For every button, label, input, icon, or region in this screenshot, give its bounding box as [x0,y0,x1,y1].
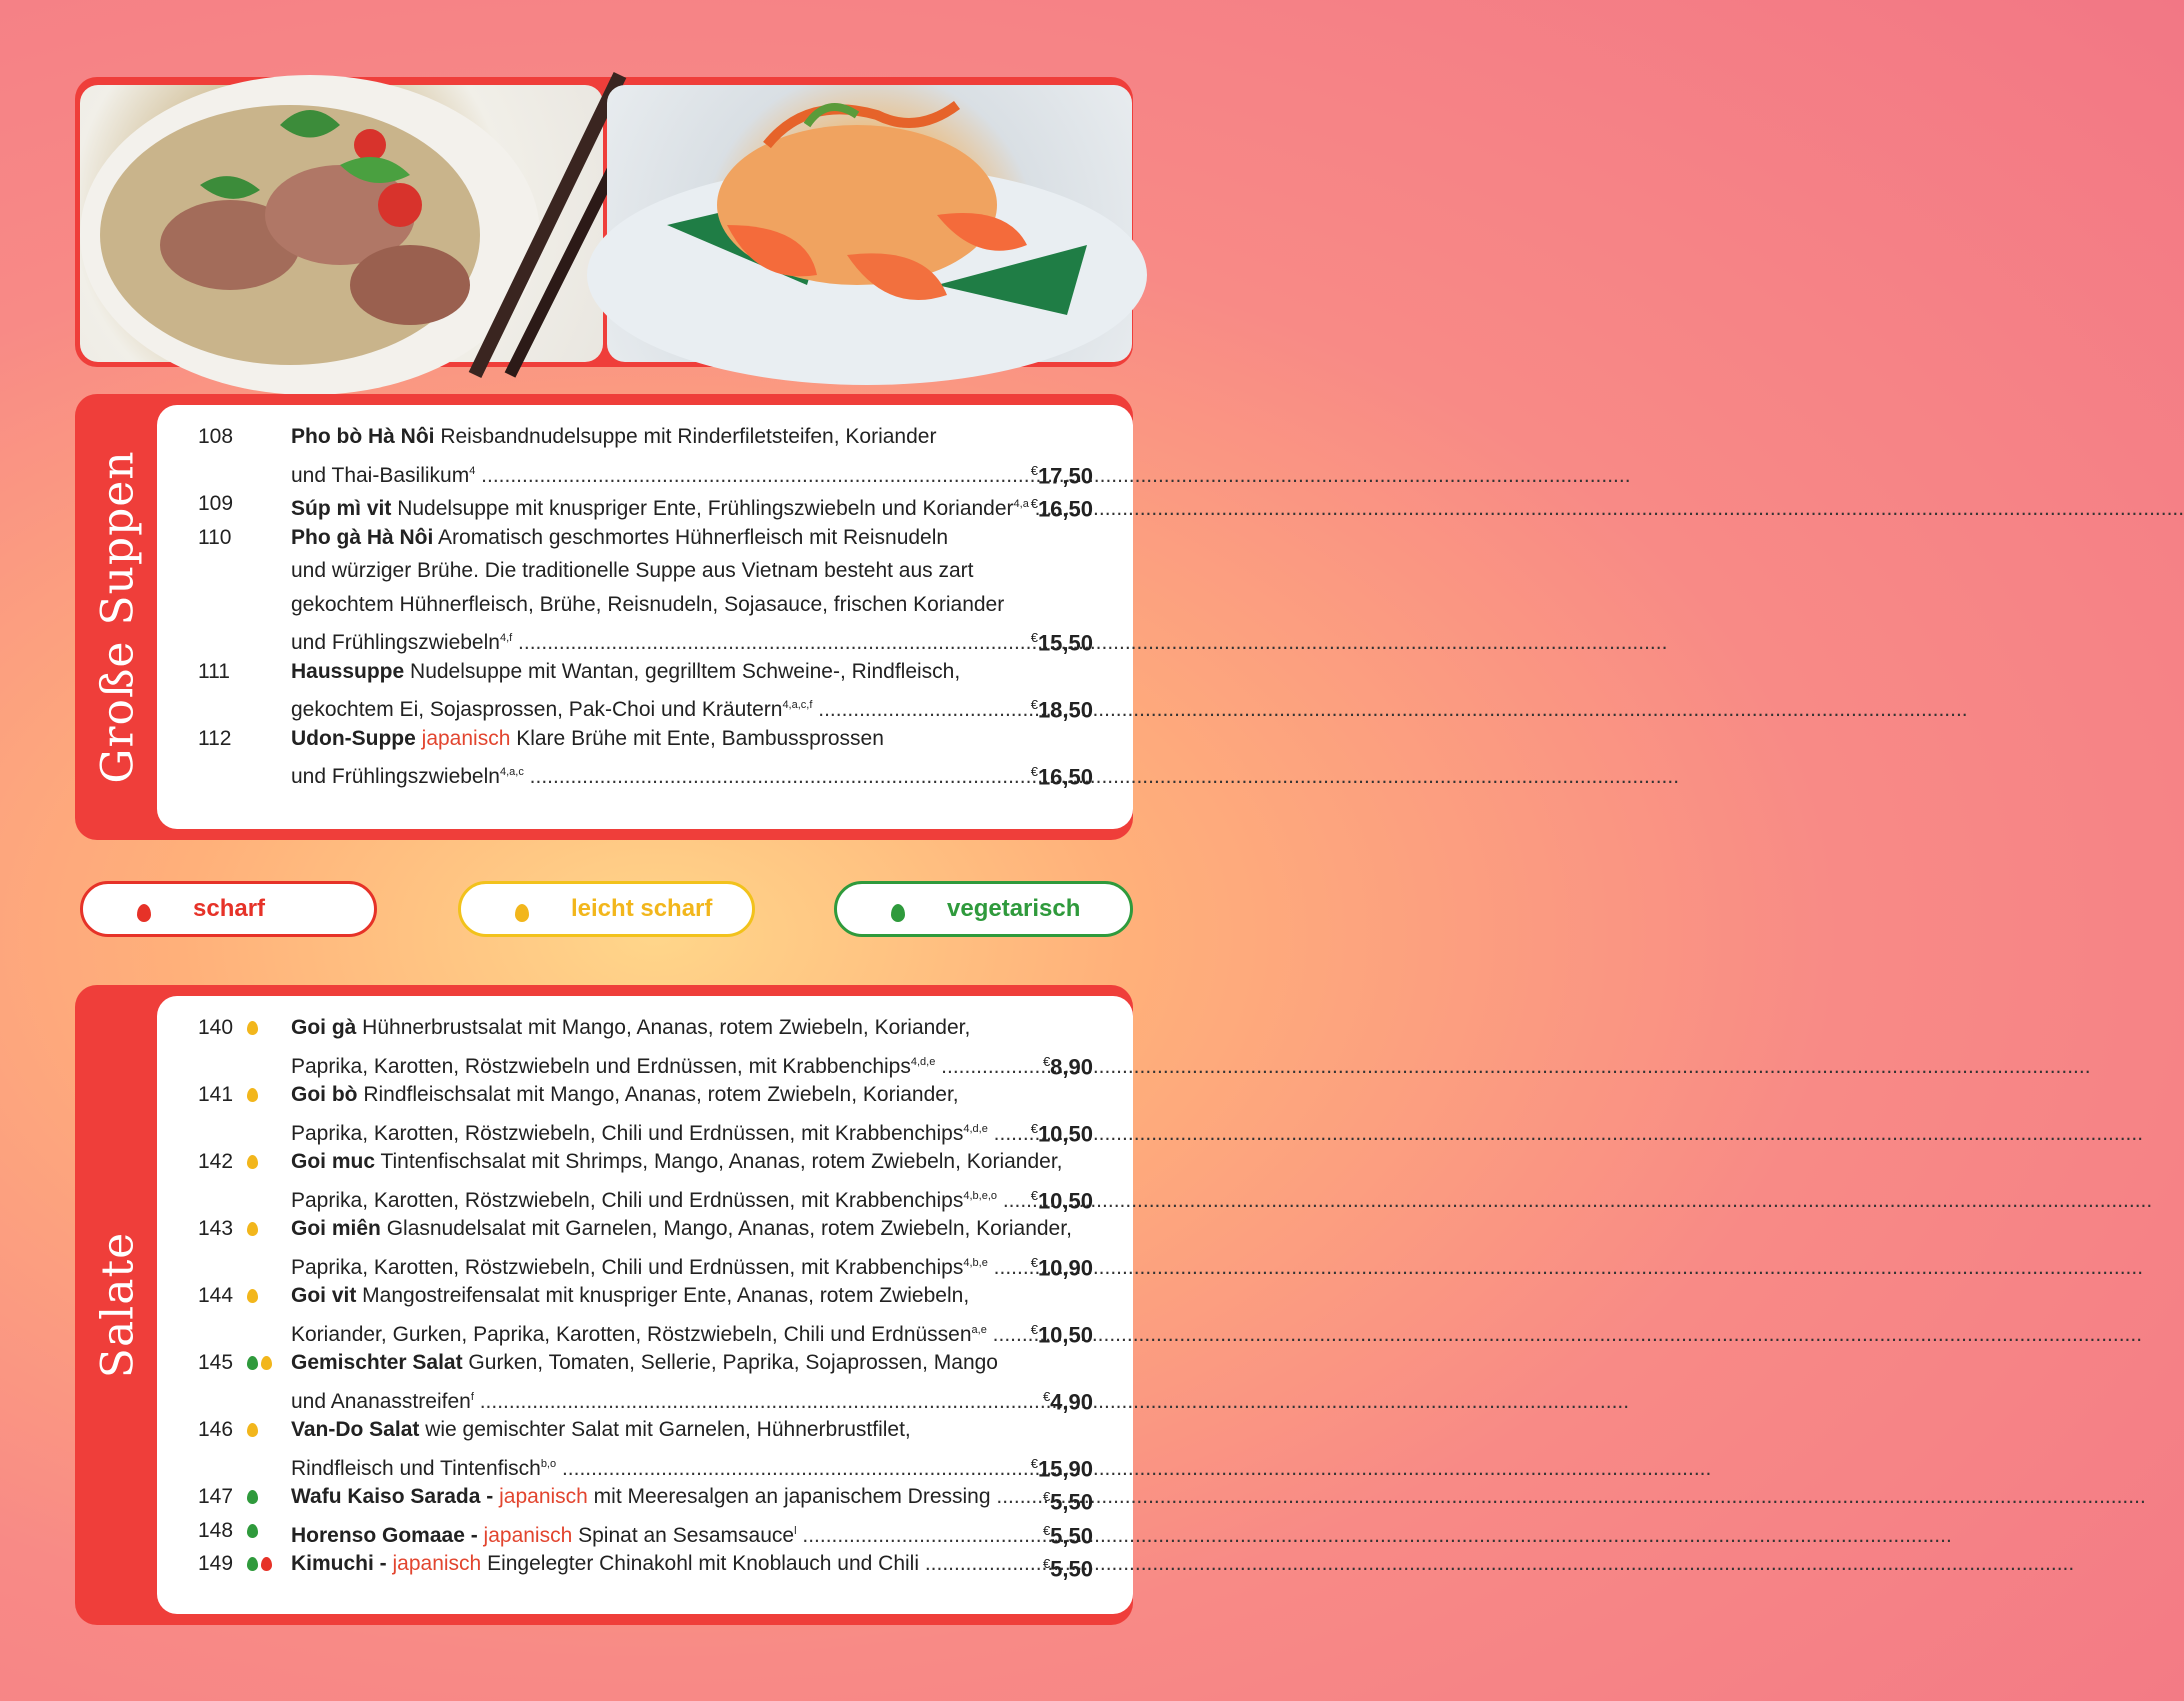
allergen-codes: a,e [971,1323,987,1336]
menu-row [157,1279,1133,1313]
currency-symbol: € [1030,630,1038,645]
currency-symbol: € [1042,1522,1051,1538]
item-description: Nudelsuppe mit Wantan, gegrilltem Schweine-, Rindfleisch, [404,659,961,683]
spice-icons [247,1145,287,1179]
currency-symbol: € [1030,1321,1038,1337]
item-line [291,1279,1025,1313]
allergen-codes: 4,b,e,o [963,1189,997,1202]
menu-row [157,1045,1133,1079]
spice-icons [247,1346,287,1380]
japanese-tag: japanisch [493,1485,588,1508]
item-line [291,1078,1025,1112]
item-name: Goi muc [291,1150,376,1173]
item-name: Gemischter Salat [291,1351,463,1374]
menu-row [157,420,1133,454]
menu-row [157,621,1133,655]
item-description: Paprika, Karotten, Röstzwiebeln, Chili und Erdnüssen, mit Krabbenchips [291,1121,964,1145]
item-description: Gurken, Tomaten, Sellerie, Paprika, Sojaprossen, Mango [462,1351,998,1374]
item-line [291,722,1025,756]
menu-row [157,487,1133,521]
mild-drop-icon [247,1088,258,1102]
salads-tab [75,985,160,1625]
item-description: Rindfleisch und Tintenfisch [291,1456,541,1480]
item-description: und Thai-Basilikum [291,463,470,487]
item-number: 144 [198,1284,234,1307]
item-number: 142 [198,1150,234,1173]
item-name: Goi gà [291,1016,357,1039]
menu-row [157,1212,1133,1246]
menu-row [157,722,1133,756]
mild-drop-icon [247,1222,258,1236]
menu-row [157,454,1133,488]
item-number: 147 [198,1485,234,1508]
menu-row [157,1112,1133,1146]
price-value: 8,90 [1050,1053,1093,1079]
item-number: 111 [198,659,230,683]
item-line [291,1212,1072,1246]
mild-drop-icon [515,904,529,922]
menu-row [157,1547,1133,1581]
price-value: 10,90 [1037,1254,1093,1280]
allergen-codes: 4,b,e [963,1256,988,1269]
item-name: Goi bò [291,1083,358,1106]
shrimp-salad-photo [607,85,1132,362]
price-value: 5,50 [1050,1522,1093,1548]
price-value: 10,50 [1037,1321,1093,1347]
menu-row [157,1179,1133,1213]
price-value: 10,50 [1037,1120,1093,1146]
price-value: 16,50 [1037,496,1093,522]
menu-row [157,655,1133,689]
allergen-codes: 4,a [1013,498,1029,510]
item-line [291,1413,1025,1447]
item-price [1043,1547,1093,1586]
allergen-codes: 4,a,c [499,766,524,778]
allergen-codes: 4 [469,464,476,477]
item-number: 140 [198,1016,234,1039]
item-description: Paprika, Karotten, Röstzwiebeln und Erdnüssen, mit Krabbenchips [291,1054,911,1078]
item-line [291,755,1025,794]
menu-row [157,688,1133,722]
spice-icons [247,1547,287,1581]
price-value: 5,50 [1050,1489,1093,1515]
item-number: 146 [198,1418,234,1441]
item-number: 148 [198,1518,234,1542]
veg-drop-icon [891,904,905,922]
allergen-codes: f [470,1390,474,1403]
veg-drop-icon [247,1490,258,1504]
menu-row [157,1011,1133,1045]
item-description: Paprika, Karotten, Röstzwiebeln, Chili und Erdnüssen, mit Krabbenchips [291,1255,964,1279]
spice-icons [247,1480,287,1514]
menu-row [157,1246,1133,1280]
item-description: Hühnerbrustsalat mit Mango, Ananas, rotem Zwiebeln, Koriander, [356,1016,971,1039]
item-number: 145 [198,1351,234,1374]
soups-title: Große Suppen [92,450,143,784]
price-value: 5,50 [1050,1556,1093,1582]
japanese-tag: japanisch [415,726,511,750]
item-name: Wafu Kaiso Sarada - [291,1485,494,1508]
currency-symbol: € [1030,697,1038,712]
item-number: 141 [198,1083,234,1106]
menu-row [157,588,1133,622]
legend-hot [80,881,377,937]
menu-row [157,1145,1133,1179]
allergen-codes: 4,d,e [963,1122,988,1135]
salads-title: Salate [92,1231,143,1379]
item-description: und würziger Brühe. Die traditionelle Suppe aus Vietnam besteht aus zart [291,559,974,582]
item-line [291,655,1025,689]
mild-drop-icon [261,1356,272,1370]
item-line [291,588,1025,622]
legend-mild [458,881,755,937]
price-value: 17,50 [1037,462,1093,488]
item-description: Spinat an Sesamsauce [572,1523,795,1547]
item-description: Glasnudelsalat mit Garnelen, Mango, Ananas, rotem Zwiebeln, Koriander, [380,1217,1072,1240]
item-name: Haussuppe [291,659,405,683]
price-value: 15,90 [1037,1455,1093,1481]
currency-symbol: € [1042,1053,1051,1069]
item-number: 110 [198,525,232,549]
allergen-codes: 4,f [499,632,513,644]
currency-symbol: € [1030,1254,1038,1270]
item-description: gekochtem Ei, Sojasprossen, Pak-Choi und Kräutern [291,698,783,721]
price-value: 10,50 [1037,1187,1093,1213]
item-name: Súp mì vit [291,497,392,520]
item-line [291,1145,1063,1179]
item-name: Horenso Gomaae - [291,1523,478,1547]
item-description: und Frühlingszwiebeln [291,765,500,788]
currency-symbol: € [1030,1187,1038,1203]
menu-row [157,554,1133,588]
item-number: 149 [198,1552,234,1575]
legend-veg [834,881,1133,937]
legend-mild-label: leicht scharf [571,895,713,922]
item-description: Tintenfischsalat mit Shrimps, Mango, Ananas, rotem Zwiebeln, Koriander, [375,1150,1063,1173]
item-line [291,420,1025,454]
hot-drop-icon [261,1557,272,1571]
item-description: Rindfleischsalat mit Mango, Ananas, rotem Zwiebeln, Koriander, [357,1083,959,1106]
veg-drop-icon [247,1557,258,1571]
item-description: Koriander, Gurken, Paprika, Karotten, Röstzwiebeln, Chili und Erdnüssen [291,1322,972,1346]
veg-drop-icon [247,1356,258,1370]
menu-row [157,1078,1133,1112]
item-line [291,554,1025,588]
item-line [291,1346,1025,1380]
item-name: Udon-Suppe [291,726,416,750]
currency-symbol: € [1030,462,1038,478]
allergen-codes: 4,d,e [910,1055,936,1068]
soups-panel [157,405,1133,829]
price-value: 18,50 [1037,697,1093,723]
spice-icons [247,1279,287,1313]
item-name: Goi miên [291,1217,381,1240]
item-description: Eingelegter Chinakohl mit Knoblauch und Chili [481,1552,919,1575]
item-description: wie gemischter Salat mit Garnelen, Hühnerbrustfilet, [419,1418,911,1441]
menu-row [157,521,1133,555]
currency-symbol: € [1030,496,1038,511]
item-number: 112 [198,726,232,750]
item-description: Paprika, Karotten, Röstzwiebeln, Chili und Erdnüssen, mit Krabbenchips [291,1188,964,1212]
item-description: Aromatisch geschmortes Hühnerfleisch mit Reisnudeln [433,525,949,549]
menu-row [157,1514,1133,1548]
salads-section [75,985,1133,1625]
veg-drop-icon [247,1524,258,1538]
item-description: Klare Brühe mit Ente, Bambussprossen [510,726,884,750]
item-description: Mangostreifensalat mit knuspriger Ente, Ananas, rotem Zwiebeln, [356,1284,970,1307]
japanese-tag: japanisch [386,1552,482,1575]
item-price [1031,755,1093,794]
currency-symbol: € [1030,764,1038,779]
currency-symbol: € [1030,1120,1038,1136]
menu-row [157,755,1133,789]
item-name: Goi vit [291,1284,357,1307]
item-name: Kimuchi - [291,1552,387,1575]
item-number: 143 [198,1217,234,1240]
soups-tab [75,394,160,840]
mild-drop-icon [247,1289,258,1303]
allergen-codes: b,o [540,1457,557,1470]
item-description: und Ananasstreifen [291,1389,471,1413]
spice-icons [247,1212,287,1246]
item-description: gekochtem Hühnerfleisch, Brühe, Reisnudeln, Sojasauce, frischen Koriander [291,592,1005,616]
spice-icons [247,1514,287,1548]
price-value: 15,50 [1037,630,1093,656]
menu-row [157,1480,1133,1514]
item-line [291,521,1025,555]
currency-symbol: € [1030,1455,1038,1471]
price-value: 4,90 [1050,1388,1093,1414]
currency-symbol: € [1042,1489,1051,1504]
menu-row [157,1413,1133,1447]
menu-row [157,1313,1133,1347]
mild-drop-icon [247,1021,258,1035]
item-description: mit Meeresalgen an japanischem Dressing [587,1485,991,1508]
menu-row [157,1447,1133,1481]
item-number: 109 [198,492,234,515]
currency-symbol: € [1042,1388,1051,1404]
allergen-codes: l [794,1524,797,1537]
spice-icons [247,1413,287,1447]
soups-section [75,394,1133,840]
item-description: Nudelsuppe mit knuspriger Ente, Frühlingszwiebeln und Koriander [391,497,1014,520]
mild-drop-icon [247,1423,258,1437]
japanese-tag: japanisch [477,1523,573,1547]
hot-drop-icon [137,904,151,922]
currency-symbol: € [1042,1556,1051,1571]
item-name: Pho gà Hà Nôi [291,525,434,549]
allergen-codes: 4,a,c,f [782,699,813,711]
item-description: Reisbandnudelsuppe mit Rinderfiletsteifen, Koriander [434,425,937,448]
menu-row [157,1346,1133,1380]
item-name: Pho bò Hà Nôi [291,425,435,448]
item-line [291,1547,1025,1581]
salads-panel [157,996,1133,1614]
spice-icons [247,1011,287,1045]
spice-icons [247,1078,287,1112]
item-description: und Frühlingszwiebeln [291,631,500,654]
menu-row [157,1380,1133,1414]
legend-hot-label: scharf [193,895,266,922]
mild-drop-icon [247,1155,258,1169]
item-name: Van-Do Salat [291,1418,420,1441]
pho-soup-photo [80,85,603,362]
legend-veg-label: vegetarisch [947,895,1081,922]
item-number: 108 [198,425,234,448]
price-value: 16,50 [1037,764,1093,790]
item-line [291,1480,1025,1514]
item-line [291,1011,1025,1045]
